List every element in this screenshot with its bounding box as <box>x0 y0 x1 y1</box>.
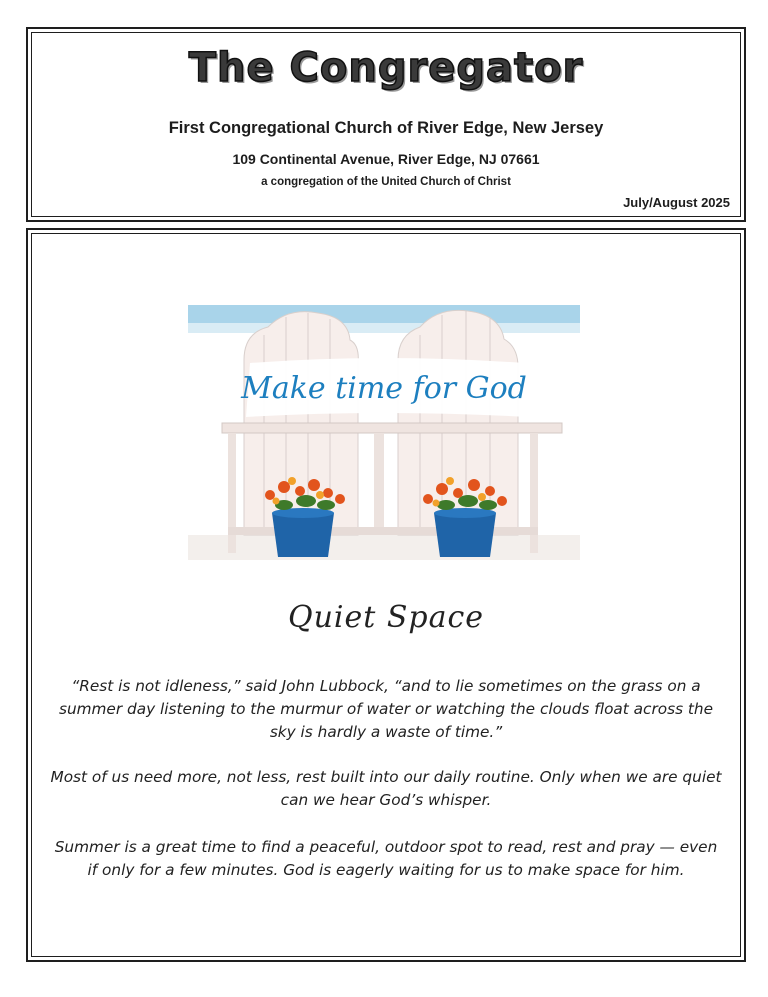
article-paragraph-1: “Rest is not idleness,” said John Lubbock, “and to lie sometimes on the grass on a summer day listening to the murmur of water or watching the clouds float across the sky is hardly a waste of time.” <box>58 677 714 741</box>
church-affiliation: a congregation of the United Church of Christ <box>261 176 511 188</box>
article-paragraph-2: Most of us need more, not less, rest built into our daily routine. Only when we are quiet can we hear God’s whisper. <box>50 768 722 809</box>
church-address: 109 Continental Avenue, River Edge, NJ 07661 <box>232 151 540 167</box>
article-paragraph-3: Summer is a great time to find a peaceful, outdoor spot to read, rest and pray — even if only for a few minutes. God is eagerly waiting for us to make space for him. <box>54 838 718 879</box>
banner-text: Make time for God <box>241 371 527 406</box>
church-name: First Congregational Church of River Edge, New Jersey <box>168 119 604 137</box>
issue-date: July/August 2025 <box>623 195 730 210</box>
chairs-illustration <box>188 305 580 560</box>
newsletter-title: The Congregator <box>188 45 584 91</box>
article-heading: Quiet Space <box>287 600 485 635</box>
header-frame <box>26 27 746 222</box>
